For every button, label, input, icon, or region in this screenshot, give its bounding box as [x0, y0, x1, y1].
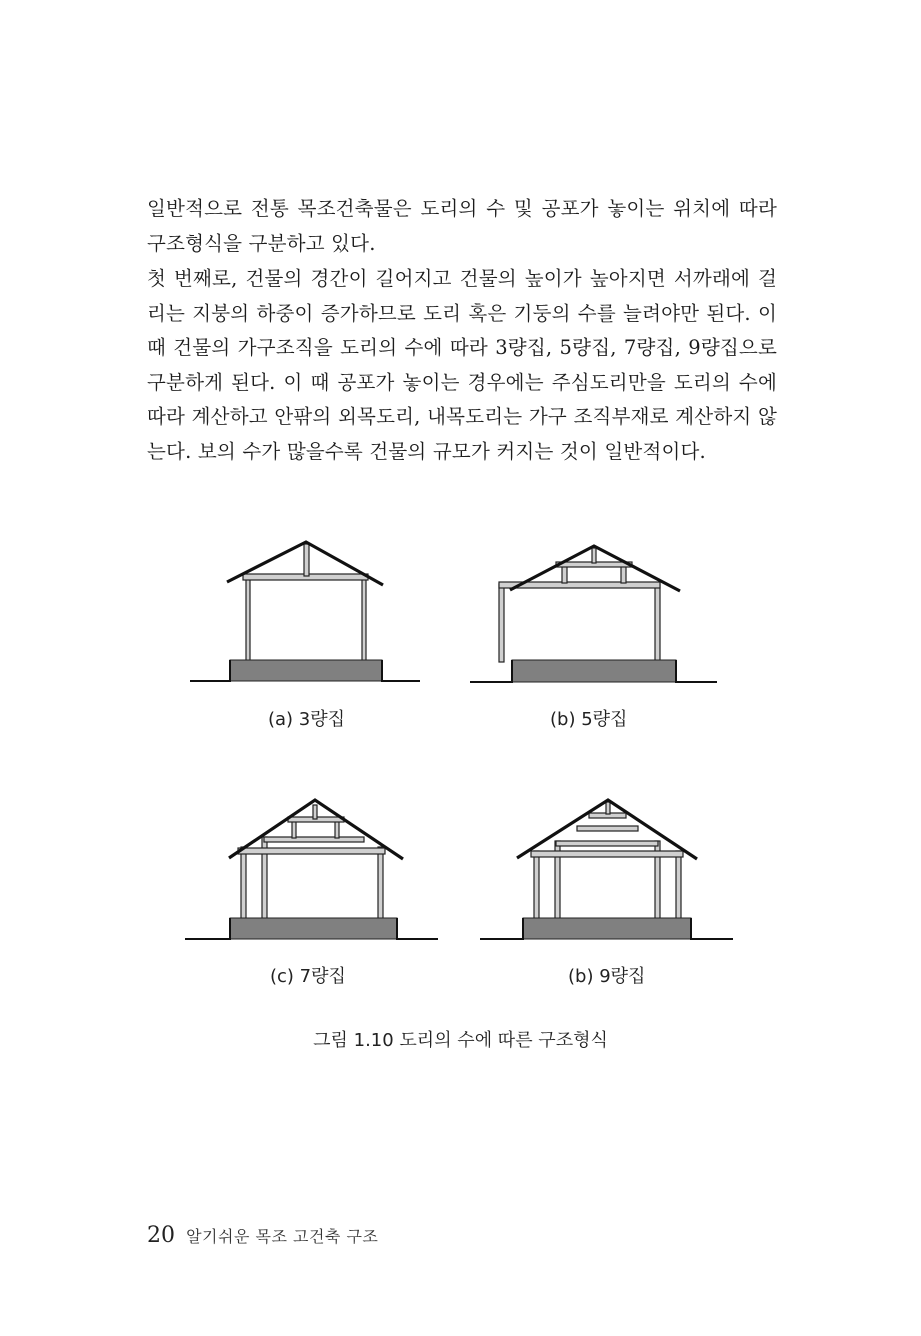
figure-caption: 그림 1.10 도리의 수에 따른 구조형식 — [313, 1030, 608, 1051]
book-title: 알기쉬운 목조 고건축 구조 — [186, 1227, 379, 1246]
diagram-3-purlin-house — [185, 530, 430, 695]
panel-label-d: (b) 9량집 — [568, 966, 646, 987]
panel-label-b: (b) 5량집 — [550, 709, 628, 730]
diagram-9-purlin-house — [475, 795, 740, 950]
diagram-5-purlin-house — [465, 540, 725, 695]
paragraph-intro: 일반적으로 전통 목조건축물은 도리의 수 및 공포가 놓이는 위치에 따라 구조형식을 구분하고 있다. — [147, 197, 777, 255]
panel-label-a: (a) 3량집 — [268, 709, 346, 730]
page-number: 20 — [147, 1223, 175, 1248]
diagram-7-purlin-house — [180, 795, 445, 950]
page-footer — [147, 1223, 378, 1248]
paragraph-structure-types: 첫 번째로, 건물의 경간이 길어지고 건물의 높이가 높아지면 서까래에 걸리는 지붕의 하중이 증가하므로 도리 혹은 기둥의 수를 늘려야만 된다. 이 때 건물의 가구조직을 도리의 수에 따라 3량집, 5량집, 7량집, 9량집으로 구분하게 된다. 이 때 공포가 놓이는 경우에는 주심도리만을 도리의 수에 따라 계산하고 안팎의 외목도리, 내목도리는 가구 조직부재로 계산하지 않는다. 보의 수가 많을수록 건물의 규모가 커지는 것이 일반적이다. — [147, 267, 777, 463]
panel-label-c: (c) 7량집 — [270, 966, 346, 987]
